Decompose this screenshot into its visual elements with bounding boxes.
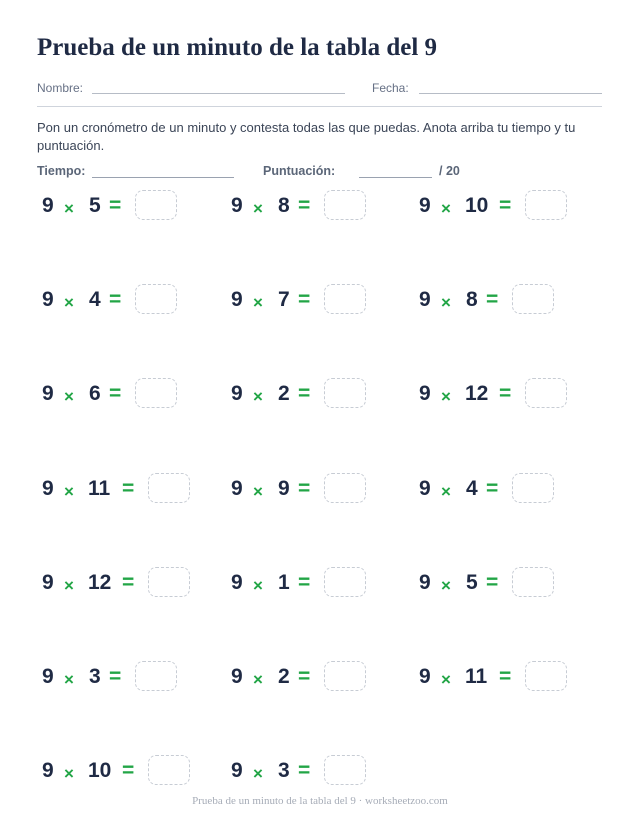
multiplier: 9 [278, 476, 290, 500]
problem-item [40, 661, 220, 695]
times-sign: × [253, 670, 263, 689]
multiplicand: 9 [231, 194, 243, 217]
multiplier: 5 [89, 194, 101, 217]
multiplicand: 9 [42, 194, 54, 217]
multiplier: 10 [88, 759, 112, 783]
answer-box[interactable] [135, 190, 177, 220]
score-label: Puntuación: [263, 164, 336, 178]
problem-item [229, 473, 409, 507]
equals-sign: = [298, 665, 311, 688]
equals-sign: = [109, 288, 122, 312]
multiplier: 12 [88, 570, 112, 594]
problem-item [417, 473, 597, 507]
date-field[interactable] [419, 93, 602, 94]
multiplicand: 9 [419, 194, 431, 217]
multiplicand: 9 [419, 476, 431, 500]
equals-sign: = [499, 665, 512, 688]
multiplicand: 9 [231, 382, 243, 406]
multiplier: 11 [465, 665, 488, 688]
answer-box[interactable] [525, 661, 567, 691]
multiplicand: 9 [42, 382, 54, 406]
equals-sign: = [298, 476, 311, 500]
answer-box[interactable] [135, 378, 177, 408]
times-sign: × [253, 481, 263, 501]
equals-sign: = [298, 570, 311, 594]
multiplicand: 9 [42, 476, 54, 500]
answer-box[interactable] [525, 190, 567, 220]
answer-box[interactable] [525, 378, 567, 408]
score-total: / 20 [439, 164, 460, 178]
page-title: Prueba de un minuto de la tabla del 9 [37, 34, 438, 61]
multiplicand: 9 [231, 288, 243, 312]
times-sign: × [253, 764, 263, 784]
multiplicand: 9 [419, 570, 431, 594]
multiplier: 8 [466, 288, 478, 312]
multiplier: 2 [278, 382, 290, 406]
multiplier: 4 [466, 476, 478, 500]
answer-box[interactable] [324, 378, 366, 408]
answer-box[interactable] [512, 284, 554, 314]
equals-sign: = [486, 476, 499, 500]
times-sign: × [441, 481, 451, 501]
multiplier: 7 [278, 288, 290, 312]
multiplier: 3 [278, 759, 290, 783]
problem-item [229, 378, 409, 412]
answer-box[interactable] [135, 661, 177, 691]
equals-sign: = [486, 288, 499, 312]
equals-sign: = [298, 382, 311, 406]
answer-box[interactable] [324, 755, 366, 785]
header-divider [37, 106, 602, 107]
multiplier: 4 [89, 288, 101, 312]
problem-item [229, 755, 409, 789]
multiplicand: 9 [231, 476, 243, 500]
answer-box[interactable] [148, 755, 190, 785]
answer-box[interactable] [148, 567, 190, 597]
equals-sign: = [499, 194, 512, 217]
answer-box[interactable] [324, 567, 366, 597]
equals-sign: = [122, 476, 135, 500]
score-field[interactable] [359, 177, 432, 178]
multiplier: 11 [88, 476, 111, 500]
times-sign: × [441, 293, 451, 313]
times-sign: × [64, 387, 74, 407]
multiplicand: 9 [42, 665, 54, 688]
name-date-row [37, 79, 602, 99]
time-label: Tiempo: [37, 164, 86, 178]
problem-item [229, 190, 409, 224]
problem-item [229, 661, 409, 695]
multiplier: 6 [89, 382, 101, 406]
equals-sign: = [298, 288, 311, 312]
multiplier: 10 [465, 194, 489, 217]
problem-item [40, 567, 220, 601]
times-sign: × [64, 670, 74, 689]
problem-item [229, 567, 409, 601]
multiplicand: 9 [42, 288, 54, 312]
problem-item [417, 661, 597, 695]
answer-box[interactable] [324, 190, 366, 220]
times-sign: × [253, 293, 263, 313]
multiplicand: 9 [231, 570, 243, 594]
answer-box[interactable] [135, 284, 177, 314]
times-sign: × [64, 293, 74, 313]
page-footer: Prueba de un minuto de la tabla del 9 · worksheetzoo.com [192, 795, 448, 807]
times-sign: × [441, 575, 451, 595]
equals-sign: = [499, 382, 512, 406]
problem-item [40, 190, 220, 224]
equals-sign: = [298, 759, 311, 783]
multiplicand: 9 [419, 382, 431, 406]
multiplier: 1 [278, 570, 290, 594]
multiplier: 8 [278, 194, 290, 217]
problem-item [417, 567, 597, 601]
times-sign: × [441, 670, 451, 689]
answer-box[interactable] [512, 473, 554, 503]
times-sign: × [253, 575, 263, 595]
times-sign: × [64, 199, 74, 218]
problem-item [40, 284, 220, 318]
answer-box[interactable] [512, 567, 554, 597]
equals-sign: = [109, 665, 122, 688]
date-label: Fecha: [372, 81, 409, 95]
name-field[interactable] [92, 93, 345, 94]
multiplicand: 9 [42, 759, 54, 783]
answer-box[interactable] [324, 661, 366, 691]
problem-item [40, 473, 220, 507]
equals-sign: = [109, 382, 122, 406]
multiplier: 5 [466, 570, 478, 594]
answer-box[interactable] [148, 473, 190, 503]
equals-sign: = [122, 570, 135, 594]
name-label: Nombre: [37, 81, 84, 95]
problem-item [40, 378, 220, 412]
multiplicand: 9 [419, 288, 431, 312]
score-row [37, 163, 602, 181]
multiplicand: 9 [419, 665, 431, 688]
problem-item [40, 755, 220, 789]
times-sign: × [64, 575, 74, 595]
multiplicand: 9 [42, 570, 54, 594]
times-sign: × [64, 481, 74, 501]
times-sign: × [253, 387, 263, 407]
multiplier: 12 [465, 382, 489, 406]
instructions-text: Pon un cronómetro de un minuto y contesta todas las que puedas. Anota arriba tu tiempo y tu puntuación. [37, 120, 576, 153]
problem-item [229, 284, 409, 318]
equals-sign: = [486, 570, 499, 594]
problem-item [417, 190, 597, 224]
answer-box[interactable] [324, 284, 366, 314]
problem-item [417, 378, 597, 412]
times-sign: × [253, 199, 263, 218]
times-sign: × [441, 199, 451, 218]
equals-sign: = [122, 759, 135, 783]
problem-item [417, 284, 597, 318]
multiplier: 2 [278, 665, 290, 688]
multiplicand: 9 [231, 759, 243, 783]
time-field[interactable] [92, 177, 234, 178]
answer-box[interactable] [324, 473, 366, 503]
times-sign: × [64, 764, 74, 784]
multiplicand: 9 [231, 665, 243, 688]
equals-sign: = [298, 194, 311, 217]
multiplier: 3 [89, 665, 101, 688]
times-sign: × [441, 387, 451, 407]
equals-sign: = [109, 194, 122, 217]
